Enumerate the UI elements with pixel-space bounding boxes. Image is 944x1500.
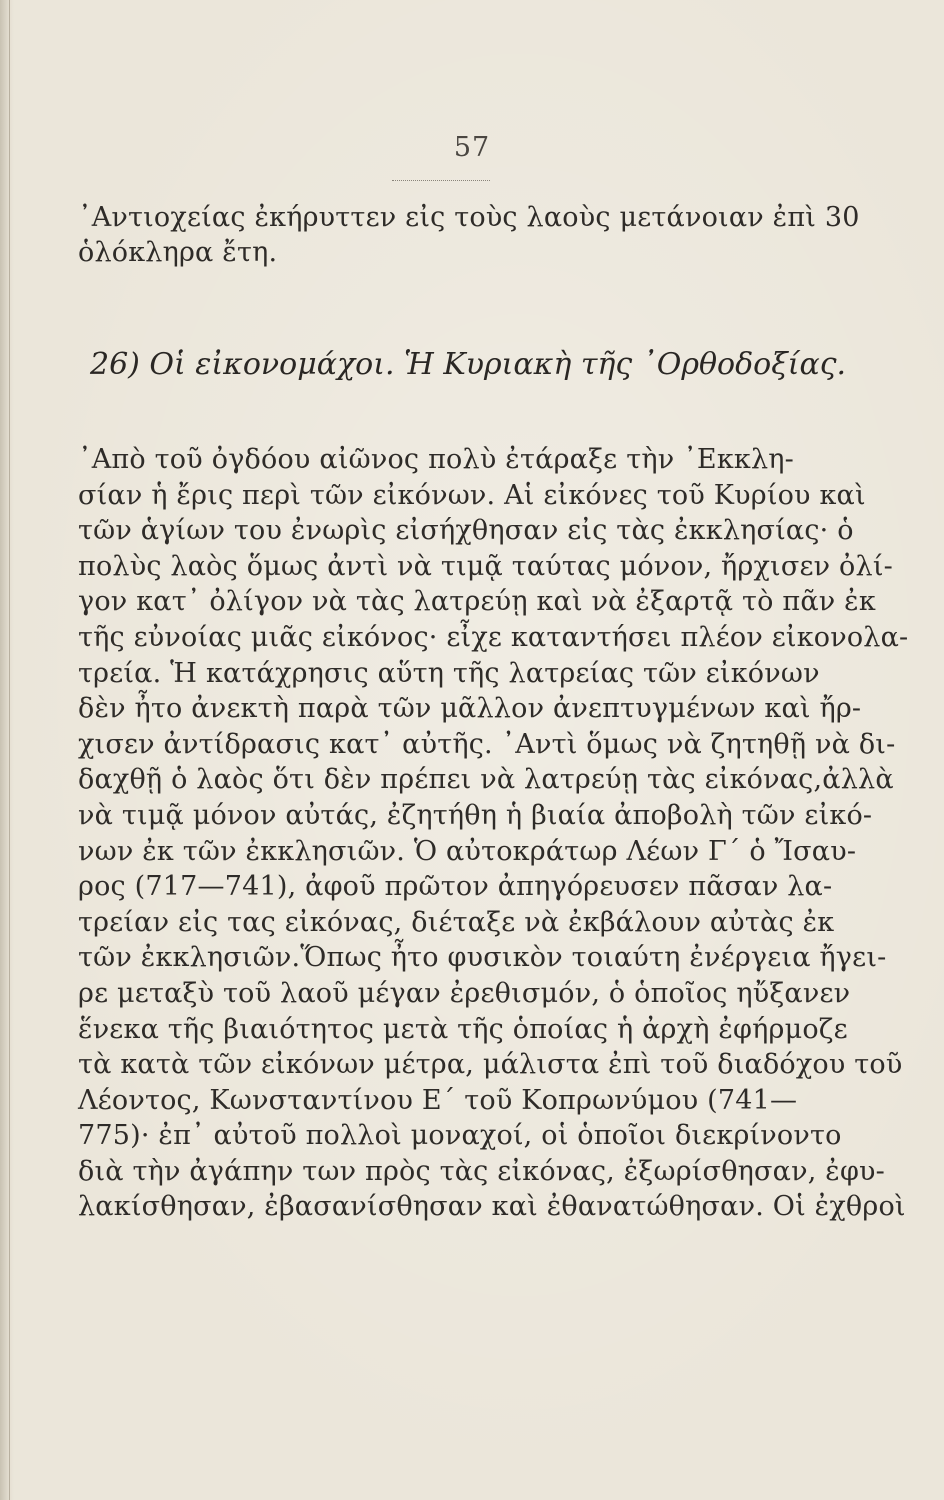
text-line: τὰ κατὰ τῶν εἰκόνων μέτρα, μάλιστα ἐπὶ τοῦ διαδόχου τοῦ [78, 1049, 903, 1081]
text-line: τῶν ἐκκλησιῶν.Ὅπως ἦτο φυσικὸν τοιαύτη ἐνέργεια ἤγει- [78, 942, 887, 974]
text-line: ᾿Απὸ τοῦ ὀγδόου αἰῶνος πολὺ ἐτάραξε τὴν ᾿Εκκλη- [78, 444, 794, 475]
text-line: Λέοντος, Κωνσταντίνου Ε΄ τοῦ Κοπρωνύμου (741— [78, 1084, 798, 1116]
body-paragraph [78, 442, 909, 1225]
text-line: ρε μεταξὺ τοῦ λαοῦ μέγαν ἐρεθισμόν, ὁ ὁποῖος ηὔξανεν [78, 977, 851, 1009]
text-line: ρος (717—741), ἀφοῦ πρῶτον ἀπηγόρευσεν πᾶσαν λα- [78, 871, 833, 903]
text-line: τρείαν εἰς τας εἰκόνας, διέταξε νὰ ἐκβάλουν αὐτὰς ἐκ [78, 906, 835, 938]
binding-edge [0, 0, 14, 1500]
text-line: διὰ τὴν ἀγάπην των πρὸς τὰς εἰκόνας, ἐξωρίσθησαν, ἐφυ- [78, 1155, 885, 1187]
text-line: τῶν ἁγίων του ἐνωρὶς εἰσήχθησαν εἰς τὰς ἐκκλησίας· ὁ [78, 515, 854, 547]
text-line: λακίσθησαν, ἐβασανίσθησαν καὶ ἐθανατώθησαν. Οἱ ἐχθροὶ [78, 1191, 906, 1223]
text-line: χισεν ἀντίδρασις κατ᾿ αὐτῆς. ᾿Αντὶ ὅμως νὰ ζητηθῇ νὰ δι- [78, 728, 896, 760]
text-line: δὲν ἦτο ἀνεκτὴ παρὰ τῶν μᾶλλον ἀνεπτυγμένων καὶ ἤρ- [78, 693, 862, 725]
page-number: 57 [453, 132, 491, 163]
text-line: τρεία. Ἡ κατάχρησις αὕτη τῆς λατρείας τῶν εἰκόνων [78, 657, 820, 689]
text-line: νὰ τιμᾷ μόνον αὐτάς, ἐζητήθη ἡ βιαία ἀποβολὴ τῶν εἰκό- [78, 799, 873, 831]
intro-paragraph [78, 200, 860, 270]
text-line: σίαν ἡ ἔρις περὶ τῶν εἰκόνων. Αἱ εἰκόνες τοῦ Κυρίου καὶ [78, 479, 866, 511]
text-line: 775)· ἐπ᾿ αὐτοῦ πολλοὶ μοναχοί, οἱ ὁποῖοι διεκρίνοντο [78, 1120, 842, 1152]
text-line: νων ἐκ τῶν ἐκκλησιῶν. Ὁ αὐτοκράτωρ Λέων Γ΄ ὁ Ἴσαυ- [78, 835, 857, 867]
text-line: γον κατ᾿ ὀλίγον νὰ τὰς λατρεύῃ καὶ νὰ ἐξαρτᾷ τὸ πᾶν ἐκ [78, 586, 876, 618]
binding-line [9, 0, 10, 1500]
text-line: τῆς εὐνοίας μιᾶς εἰκόνος· εἶχε καταντήσει πλέον εἰκονολα- [78, 621, 909, 653]
text-line: πολὺς λαὸς ὅμως ἀντὶ νὰ τιμᾷ ταύτας μόνον, ἤρχισεν ὀλί- [78, 550, 893, 582]
page-number-rule [392, 180, 490, 181]
text-line: ᾿Αντιοχείας ἐκήρυττεν εἰς τοὺς λαοὺς μετάνοιαν ἐπὶ 30 [78, 202, 860, 233]
text-line: ἕνεκα τῆς βιαιότητος μετὰ τῆς ὁποίας ἡ ἀρχὴ ἐφήρμοζε [78, 1013, 848, 1045]
section-heading: 26) Οἱ εἰκονομάχοι. Ἡ Κυριακὴ τῆς ᾿Ορθοδοξίας. [90, 347, 847, 382]
text-line: ὁλόκληρα ἔτη. [78, 237, 278, 268]
text-line: δαχθῇ ὁ λαὸς ὅτι δὲν πρέπει νὰ λατρεύῃ τὰς εἰκόνας,ἀλλὰ [78, 764, 894, 796]
